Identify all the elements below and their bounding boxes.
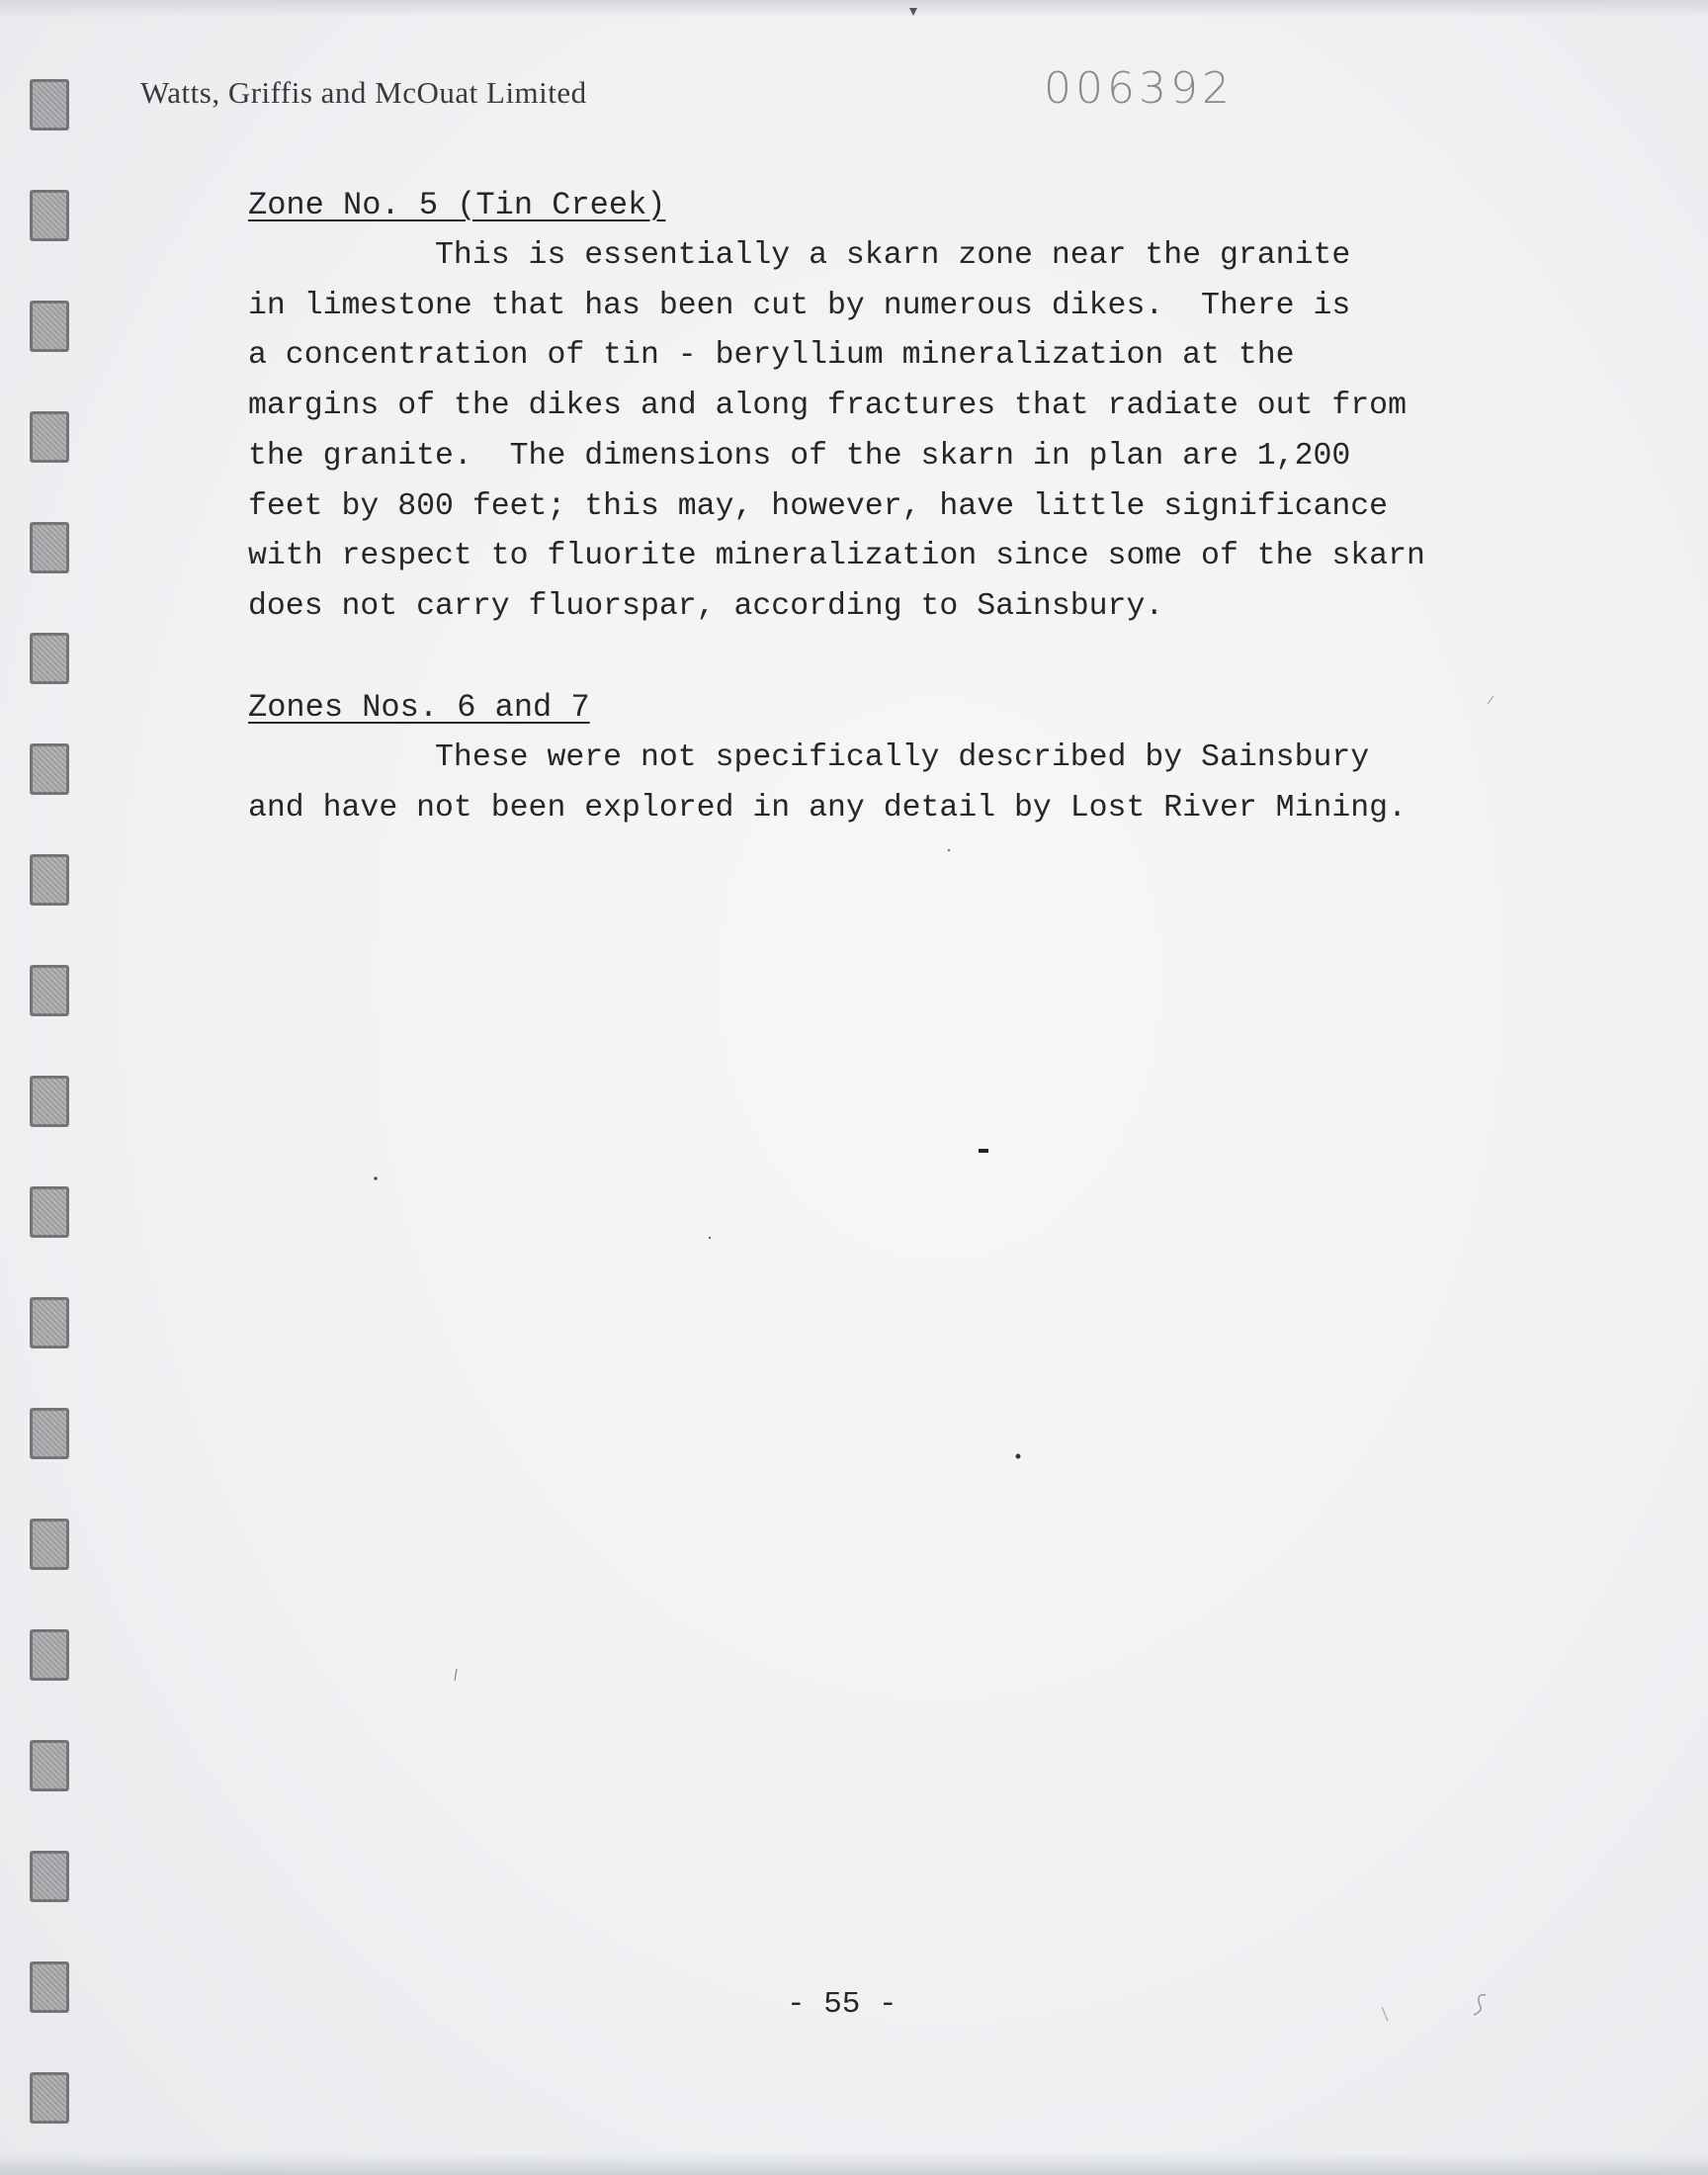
paragraph-line: does not carry fluorspar, according to Sainsbury. (248, 588, 1164, 624)
paragraph-line: the granite. The dimensions of the skarn in plan are 1,200 (248, 438, 1351, 474)
binding-hole (30, 190, 69, 241)
binding-hole (30, 743, 69, 795)
paragraph-line: and have not been explored in any detail by Lost River Mining. (248, 790, 1407, 826)
section-heading: Zones Nos. 6 and 7 (248, 689, 590, 726)
paragraph-line: in limestone that has been cut by numerous dikes. There is (248, 288, 1351, 323)
binding-hole (30, 633, 69, 684)
paragraph-line: with respect to fluorite mineralization since some of the skarn (248, 539, 1425, 574)
binding-hole (30, 1629, 69, 1681)
paragraph-line: These were not specifically described by Sainsbury (248, 740, 1370, 775)
top-edge-shadow (0, 0, 1708, 18)
spiral-binding (18, 59, 97, 2116)
binding-hole (30, 1408, 69, 1459)
paragraph-line: feet by 800 feet; this may, however, have little significance (248, 488, 1389, 524)
binding-hole (30, 965, 69, 1016)
letterhead: Watts, Griffis and McOuat Limited (140, 75, 587, 110)
section-paragraph (248, 734, 1553, 833)
section-heading: Zone No. 5 (Tin Creek) (248, 187, 666, 223)
section-paragraph (248, 231, 1553, 633)
binding-hole (30, 854, 69, 906)
binding-hole (30, 1740, 69, 1791)
binding-hole (30, 79, 69, 130)
binding-hole (30, 1076, 69, 1127)
page-number: - 55 - (787, 1987, 897, 2022)
paragraph-line: a concentration of tin - beryllium mineralization at the (248, 338, 1295, 374)
bottom-edge-shadow (0, 2153, 1708, 2175)
paragraph-line: margins of the dikes and along fractures that radiate out from (248, 389, 1407, 424)
binding-hole (30, 1961, 69, 2013)
binding-hole (30, 522, 69, 573)
binding-hole (30, 2072, 69, 2124)
binding-hole (30, 301, 69, 352)
document-number: 006392 (1044, 63, 1234, 114)
binding-hole (30, 1851, 69, 1902)
binding-hole (30, 411, 69, 463)
binding-hole (30, 1297, 69, 1348)
paragraph-line: This is essentially a skarn zone near the granite (248, 238, 1351, 273)
binding-hole (30, 1519, 69, 1570)
binding-hole (30, 1186, 69, 1238)
